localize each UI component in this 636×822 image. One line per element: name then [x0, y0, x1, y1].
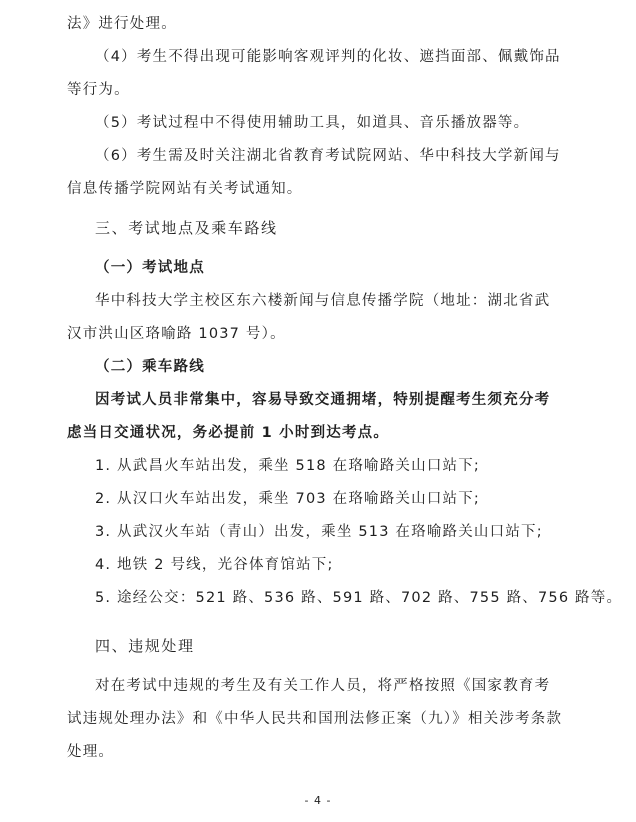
route-item-2: 2. 从汉口火车站出发，乘坐 703 在珞喻路关山口站下;	[95, 491, 481, 507]
rule-item-4: （4）考生不得出现可能影响客观评判的化妆、遮挡面部、佩戴饰品	[95, 49, 561, 65]
paragraph-line: 信息传播学院网站有关考试通知。	[67, 181, 303, 197]
subheading-exam-location: （一）考试地点	[95, 260, 205, 276]
address-line: 汉市洪山区珞喻路 1037 号）。	[67, 326, 286, 342]
violation-paragraph: 试违规处理办法》和《中华人民共和国刑法修正案（九）》相关涉考条款	[67, 711, 563, 727]
rule-item-6: （6）考生需及时关注湖北省教育考试院网站、华中科技大学新闻与	[95, 148, 561, 164]
section-heading-violations: 四、违规处理	[95, 637, 195, 655]
route-item-5: 5. 途经公交：521 路、536 路、591 路、702 路、755 路、756 路等。	[95, 590, 623, 606]
address-line: 华中科技大学主校区东六楼新闻与信息传播学院（地址：湖北省武	[95, 293, 551, 309]
route-item-3: 3. 从武汉火车站（青山）出发，乘坐 513 在珞喻路关山口站下;	[95, 524, 543, 540]
violation-paragraph: 对在考试中违规的考生及有关工作人员，将严格按照《国家教育考	[95, 678, 551, 694]
route-item-4: 4. 地铁 2 号线，光谷体育馆站下;	[95, 557, 334, 573]
traffic-notice: 虑当日交通状况，务必提前 1 小时到达考点。	[67, 425, 390, 441]
subheading-bus-routes: （二）乘车路线	[95, 359, 205, 375]
paragraph-line: 等行为。	[67, 82, 130, 98]
rule-item-5: （5）考试过程中不得使用辅助工具，如道具、音乐播放器等。	[95, 115, 530, 131]
route-item-1: 1. 从武昌火车站出发，乘坐 518 在珞喻路关山口站下;	[95, 458, 481, 474]
traffic-notice: 因考试人员非常集中，容易导致交通拥堵，特别提醒考生须充分考	[95, 392, 551, 408]
violation-paragraph: 处理。	[67, 744, 115, 760]
page-number: - 4 -	[304, 794, 332, 807]
paragraph-line: 法》进行处理。	[67, 16, 177, 32]
section-heading-location-and-routes: 三、考试地点及乘车路线	[95, 219, 278, 237]
